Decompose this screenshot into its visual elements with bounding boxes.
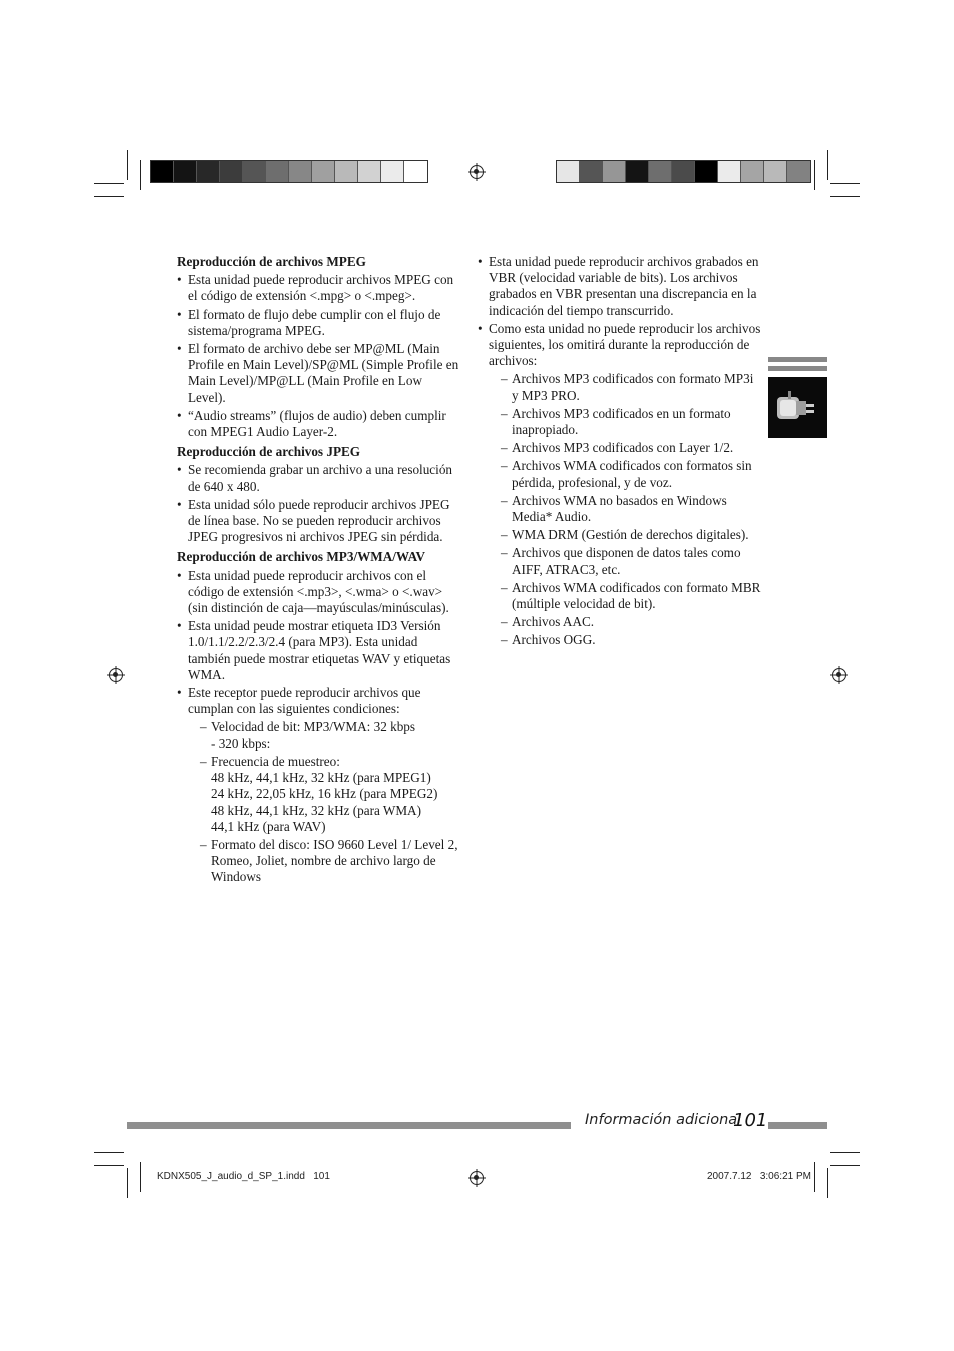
color-swatch [672,161,695,182]
bullet-list [177,568,462,886]
color-swatch [220,161,243,182]
color-swatch [358,161,381,182]
dash-item: – Archivos WMA no basados en Windows Media* Audio. [501,493,763,525]
color-swatch [266,161,289,182]
dash-item: – Archivos WMA codificados con formato MBR (múltiple velocidad de bit). [501,580,763,612]
bullet-item [478,254,763,319]
left-column [177,254,462,890]
color-swatch [197,161,220,182]
color-swatch [174,161,197,182]
dash-item: – Formato del disco: ISO 9660 Level 1/ Level 2, Romeo, Joliet, nombre de archivo largo de Windows [200,837,462,886]
bullet-text: Se recomienda grabar un archivo a una resolución de 640 x 480. [188,462,453,494]
dash-item: – Archivos MP3 codificados en un formato inapropiado. [501,406,763,438]
bullet-text: Este receptor puede reproducir archivos que cumplan con las siguientes condiciones: [188,685,421,717]
bullet-text: El formato de flujo debe cumplir con el flujo de sistema/programa MPEG. [188,306,441,338]
color-swatch [335,161,358,182]
right-column [478,254,763,653]
bullet-item [177,685,462,885]
dash-item: – Velocidad de bit: MP3/WMA: 32 kbps - 320 kbps: [200,719,462,751]
bullet-text: Esta unidad peude mostrar etiqueta ID3 Versión 1.0/1.1/2.2/2.3/2.4 (para MP3). Esta unidad también puede mostrar etiquetas WAV y etiquetas WMA. [188,618,451,682]
footer-section-title: Información adicional [585,1112,742,1128]
slug-filename: KDNX505_J_audio_d_SP_1.indd 101 [157,1171,330,1182]
plug-connector-icon [768,377,827,438]
color-bar-left [150,160,428,183]
registration-mark-left [109,668,123,682]
dash-item: – Archivos OGG. [501,632,763,648]
dash-item: – Frecuencia de muestreo: 48 kHz, 44,1 kHz, 32 kHz (para MPEG1) 24 kHz, 22,05 kHz, 16 kHz (para MPEG2) 48 kHz, 44,1 kHz, 32 kHz (para WMA) 44,1 kHz (para WAV) [200,754,462,835]
color-swatch [381,161,404,182]
dash-list [188,719,462,885]
footer-rule-right [768,1122,827,1129]
color-swatch [312,161,335,182]
color-swatch [741,161,764,182]
color-swatch [626,161,649,182]
bullet-text: Esta unidad puede reproducir archivos MPEG con el código de extensión <.mpg> o <.mpeg>. [188,272,454,304]
dash-list [489,371,763,648]
color-swatch [557,161,580,182]
section-heading: Reproducción de archivos MP3/WMA/WAV [177,549,425,565]
bullet-item [478,321,763,649]
bullet-text: El formato de archivo debe ser MP@ML (Main Profile en Main Level)/SP@ML (Simple Profile en Main Level)/MP@LL (Main Profile en Low Level). [188,341,459,405]
color-swatch [289,161,312,182]
registration-mark-right [832,668,846,682]
dash-item: – Archivos AAC. [501,614,763,630]
bullet-list [478,254,763,649]
bullet-list [177,462,462,545]
color-swatch [695,161,718,182]
color-swatch [580,161,603,182]
dash-item: – Archivos MP3 codificados con Layer 1/2. [501,440,763,456]
registration-mark-bottom [470,1171,484,1185]
side-tab-stripe-top [768,357,827,362]
dash-item: – Archivos MP3 codificados con formato MP3i y MP3 PRO. [501,371,763,403]
bullet-text: “Audio streams” (flujos de audio) deben cumplir con MPEG1 Audio Layer-2. [188,407,446,440]
color-swatch [151,161,174,182]
section-heading: Reproducción de archivos MPEG [177,254,366,269]
color-swatch [649,161,672,182]
bullet-item [177,341,462,406]
bullet-text: Esta unidad puede reproducir archivos grabados en VBR (velocidad variable de bits). Los archivos grabados en VBR presentan una discrepancia en la indicación del tiempo transcurrido. [489,254,759,318]
bullet-text: Como esta unidad no puede reproducir los archivos siguientes, los omitirá durante la reproducción de archivos: [489,320,761,369]
bullet-item [177,272,462,304]
bullet-text: Esta unidad puede reproducir archivos con el código de extensión <.mp3>, <.wma> o <.wav> (sin distinción de caja—mayúsculas/minúsculas). [188,567,449,616]
dash-item: – WMA DRM (Gestión de derechos digitales). [501,527,763,543]
color-bar-right [556,160,811,183]
bullet-item [177,462,462,494]
dash-item: – Archivos que disponen de datos tales como AIFF, ATRAC3, etc. [501,545,763,577]
bullet-item [177,307,462,339]
dash-item: – Archivos WMA codificados con formatos sin pérdida, profesional, y de voz. [501,458,763,490]
color-swatch [243,161,266,182]
bullet-item [177,497,462,546]
slug-date: 2007.7.12 3:06:21 PM [707,1171,811,1182]
color-swatch [718,161,741,182]
color-swatch [764,161,787,182]
bullet-item [177,408,462,440]
bullet-item [177,618,462,683]
side-tab-stripe-bottom [768,366,827,371]
color-swatch [787,161,810,182]
section-heading: Reproducción de archivos JPEG [177,444,361,460]
color-swatch [404,161,427,182]
footer-rule-left [127,1122,571,1129]
bullet-text: Esta unidad sólo puede reproducir archivos JPEG de línea base. No se pueden reproducir archivos JPEG progresivos ni archivos JPEG sin pérdida. [188,496,450,545]
bullet-item [177,568,462,617]
color-swatch [603,161,626,182]
page-number: 101 [733,1110,768,1131]
registration-mark-top [470,165,484,179]
side-tab [768,377,827,438]
bullet-list [177,272,462,440]
